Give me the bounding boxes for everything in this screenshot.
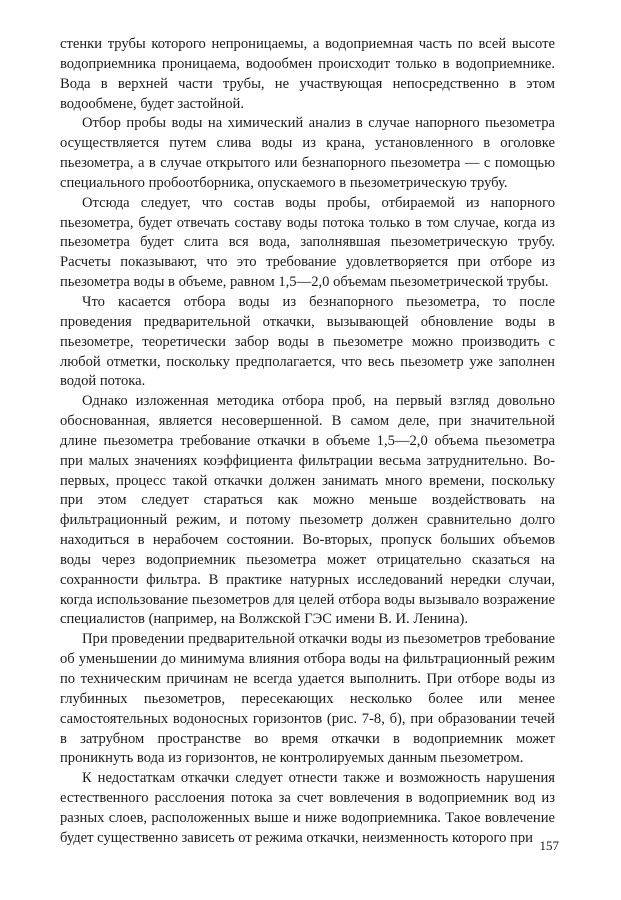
paragraph-5: Однако изложенная методика отбора проб, на первый взгляд довольно обоснованная, является несовершенной. В самом деле, при значительной длине пьезометра требование откачки в объеме 1,5—2,0 объема пьезометра при малых значениях коэффициента фильтрации весьма затруднительно. Во-первых, процесс такой откачки должен занимать много времени, поскольку при этом следует стараться как можно меньше воздействовать на фильтрационный режим, и потому пьезометр должен сравнительно долго находиться в нерабочем состоянии. Во-вторых, пропуск больших объемов воды через водоприемник пьезометра может отрицательно сказаться на сохранности фильтра. В практике натурных исследований нередки случаи, когда использование пьезометров для целей отбора воды вызывало возражение специалистов (например, на Волжской ГЭС имени В. И. Ленина). xyxy=(60,393,555,628)
page-body xyxy=(60,35,555,849)
page-number: 157 xyxy=(539,838,559,853)
paragraph-2: Отбор пробы воды на химический анализ в случае напорного пьезометра осуществляется путем слива воды из крана, установленного в оголовке пьезометра, а в случае открытого или безнапорного пьезометра — с помощью специального пробоотборника, опускаемого в пьезометрическую трубу. xyxy=(60,115,555,191)
paragraph-1: стенки трубы которого непроницаемы, а водоприемная часть по всей высоте водоприемника проницаема, водообмен происходит только в водоприемнике. Вода в верхней части трубы, не участвующая непосредственно в этом водообмене, будет застойной. xyxy=(60,36,555,112)
paragraph-7: К недостаткам откачки следует отнести также и возможность нарушения естественного расслоения потока за счет вовлечения в водоприемник вод из разных слоев, расположенных выше и ниже водоприемника. Такое вовлечение будет существенно зависеть от режима откачки, неизменность которого при xyxy=(60,770,555,846)
paragraph-3: Отсюда следует, что состав воды пробы, отбираемой из напорного пьезометра, будет отвечать составу воды потока только в том случае, когда из пьезометра будет слита вся вода, заполнявшая пьезометрическую трубу. Расчеты показывают, что это требование удовлетворяется при отборе из пьезометра воды в объеме, равном 1,5—2,0 объемам пьезометрической трубы. xyxy=(60,194,555,291)
paragraph-6: При проведении предварительной откачки воды из пьезометров требование об уменьшении до минимума влияния отбора воды на фильтрационный режим по техническим причинам не всегда удается выполнить. При отборе воды из глубинных пьезометров, пересекающих несколько более или менее самостоятельных водоносных горизонтов (рис. 7-8, б), при образовании течей в затрубном пространстве во время откачки в водоприемник может проникнуть вода из горизонтов, не контролируемых данным пьезометром. xyxy=(60,631,555,767)
paragraph-4: Что касается отбора воды из безнапорного пьезометра, то после проведения предварительной откачки, вызывающей обновление воды в пьезометре, теоретически забор воды в пьезометре можно производить с любой отметки, поскольку предполагается, что весь пьезометр уже заполнен водой потока. xyxy=(60,293,555,390)
